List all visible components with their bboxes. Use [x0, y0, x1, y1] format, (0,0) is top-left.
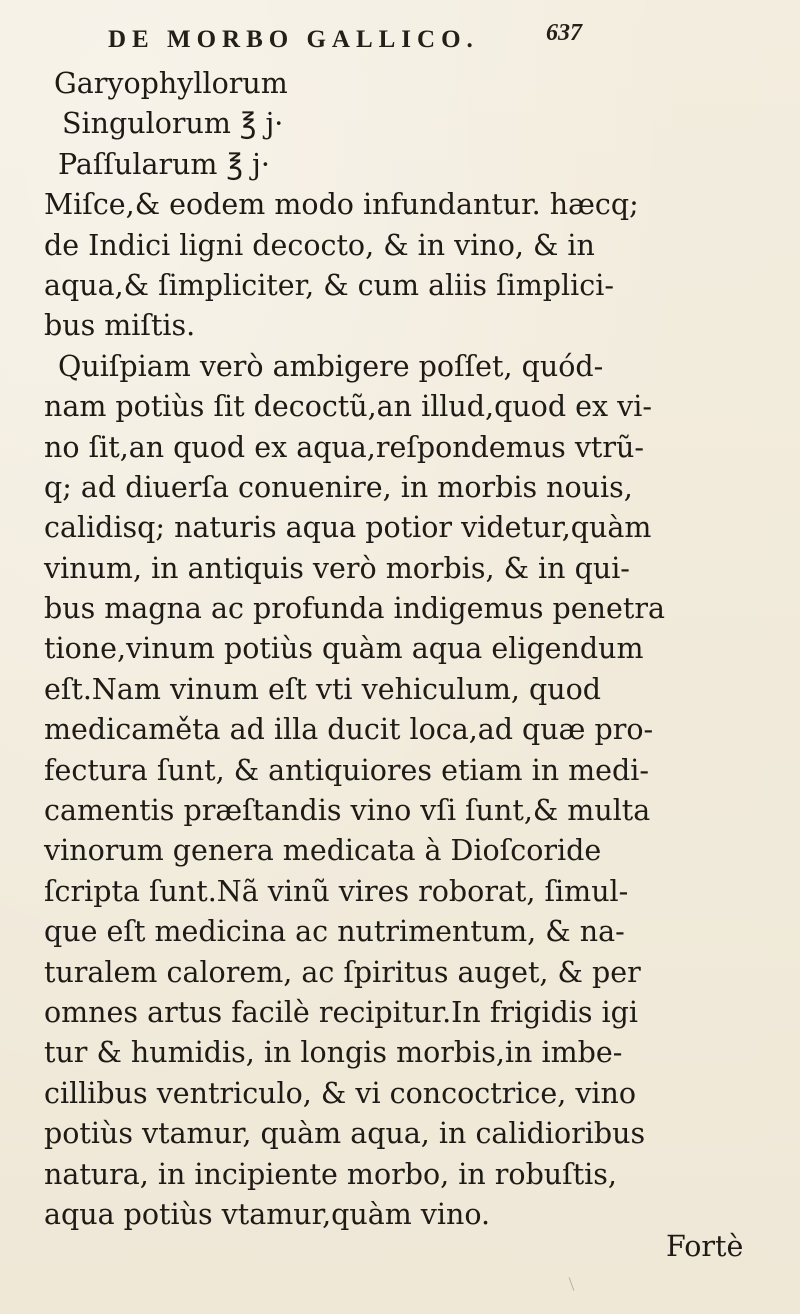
text-line: medicaměta ad illa ducit loca,ad quæ pro-: [44, 713, 654, 747]
text-line: bus magna ac profunda indigemus penetra: [44, 592, 665, 626]
text-line: nam potiùs ſit decoctũ,an illud,quod ex vi-: [44, 390, 652, 424]
text-line: fectura ſunt, & antiquiores etiam in medi-: [44, 753, 649, 787]
text-line: bus miſtis.: [44, 309, 196, 343]
text-line: Garyophyllorum: [54, 67, 288, 100]
text-line: Paſſularum ℥ j·: [58, 147, 270, 181]
text-line: Quiſpiam verò ambigere poſſet, quód-: [58, 349, 604, 383]
text-line: q; ad diuerſa conuenire, in morbis nouis,: [44, 470, 633, 504]
text-line: de Indici ligni decocto, & in vino, & in: [44, 228, 595, 262]
running-title: DE MORBO GALLICO.: [108, 26, 479, 53]
text-line: camentis præſtandis vino vſi ſunt,& multa: [44, 794, 651, 828]
running-head: [108, 20, 668, 60]
text-line: ſcripta ſunt.Nã vinũ vires roborat, ſimul-: [44, 874, 629, 908]
text-line: Singulorum ℥ j·: [62, 107, 284, 141]
text-line: cillibus ventriculo, & vi concoctrice, vino: [44, 1076, 637, 1110]
text-line: aqua potiùs vtamur,quàm vino.: [44, 1197, 491, 1231]
text-line: calidisq; naturis aqua potior videtur,quàm: [44, 511, 652, 545]
text-line: Miſce,& eodem modo infundantur. hæcq;: [44, 188, 639, 222]
text-line: omnes artus facilè recipitur.In frigidis igi: [44, 995, 638, 1029]
text-line: no ſit,an quod ex aqua,reſpondemus vtrũ-: [44, 430, 644, 464]
text-line: tione,vinum potiùs quàm aqua eligendum: [44, 632, 644, 666]
text-block: [44, 64, 764, 1235]
text-line: turalem calorem, ac ſpiritus auget, & per: [44, 955, 641, 989]
text-line: vinum, in antiquis verò morbis, & in qui-: [44, 551, 630, 585]
text-line: que eſt medicina ac nutrimentum, & na-: [44, 915, 625, 949]
text-line: eſt.Nam vinum eſt vti vehiculum, quod: [44, 672, 601, 706]
text-line: aqua,& ſimpliciter, & cum aliis ſimplici-: [44, 268, 614, 302]
stray-ink-mark: [569, 1277, 575, 1290]
text-line: vinorum genera medicata à Dioſcoride: [44, 834, 602, 868]
page-number: 637: [546, 20, 582, 46]
catchword: Fortè: [666, 1230, 744, 1263]
text-line: tur & humidis, in longis morbis,in imbe-: [44, 1036, 623, 1070]
text-line: potiùs vtamur, quàm aqua, in calidioribus: [44, 1117, 646, 1151]
text-line: natura, in incipiente morbo, in robuſtis,: [44, 1157, 617, 1191]
